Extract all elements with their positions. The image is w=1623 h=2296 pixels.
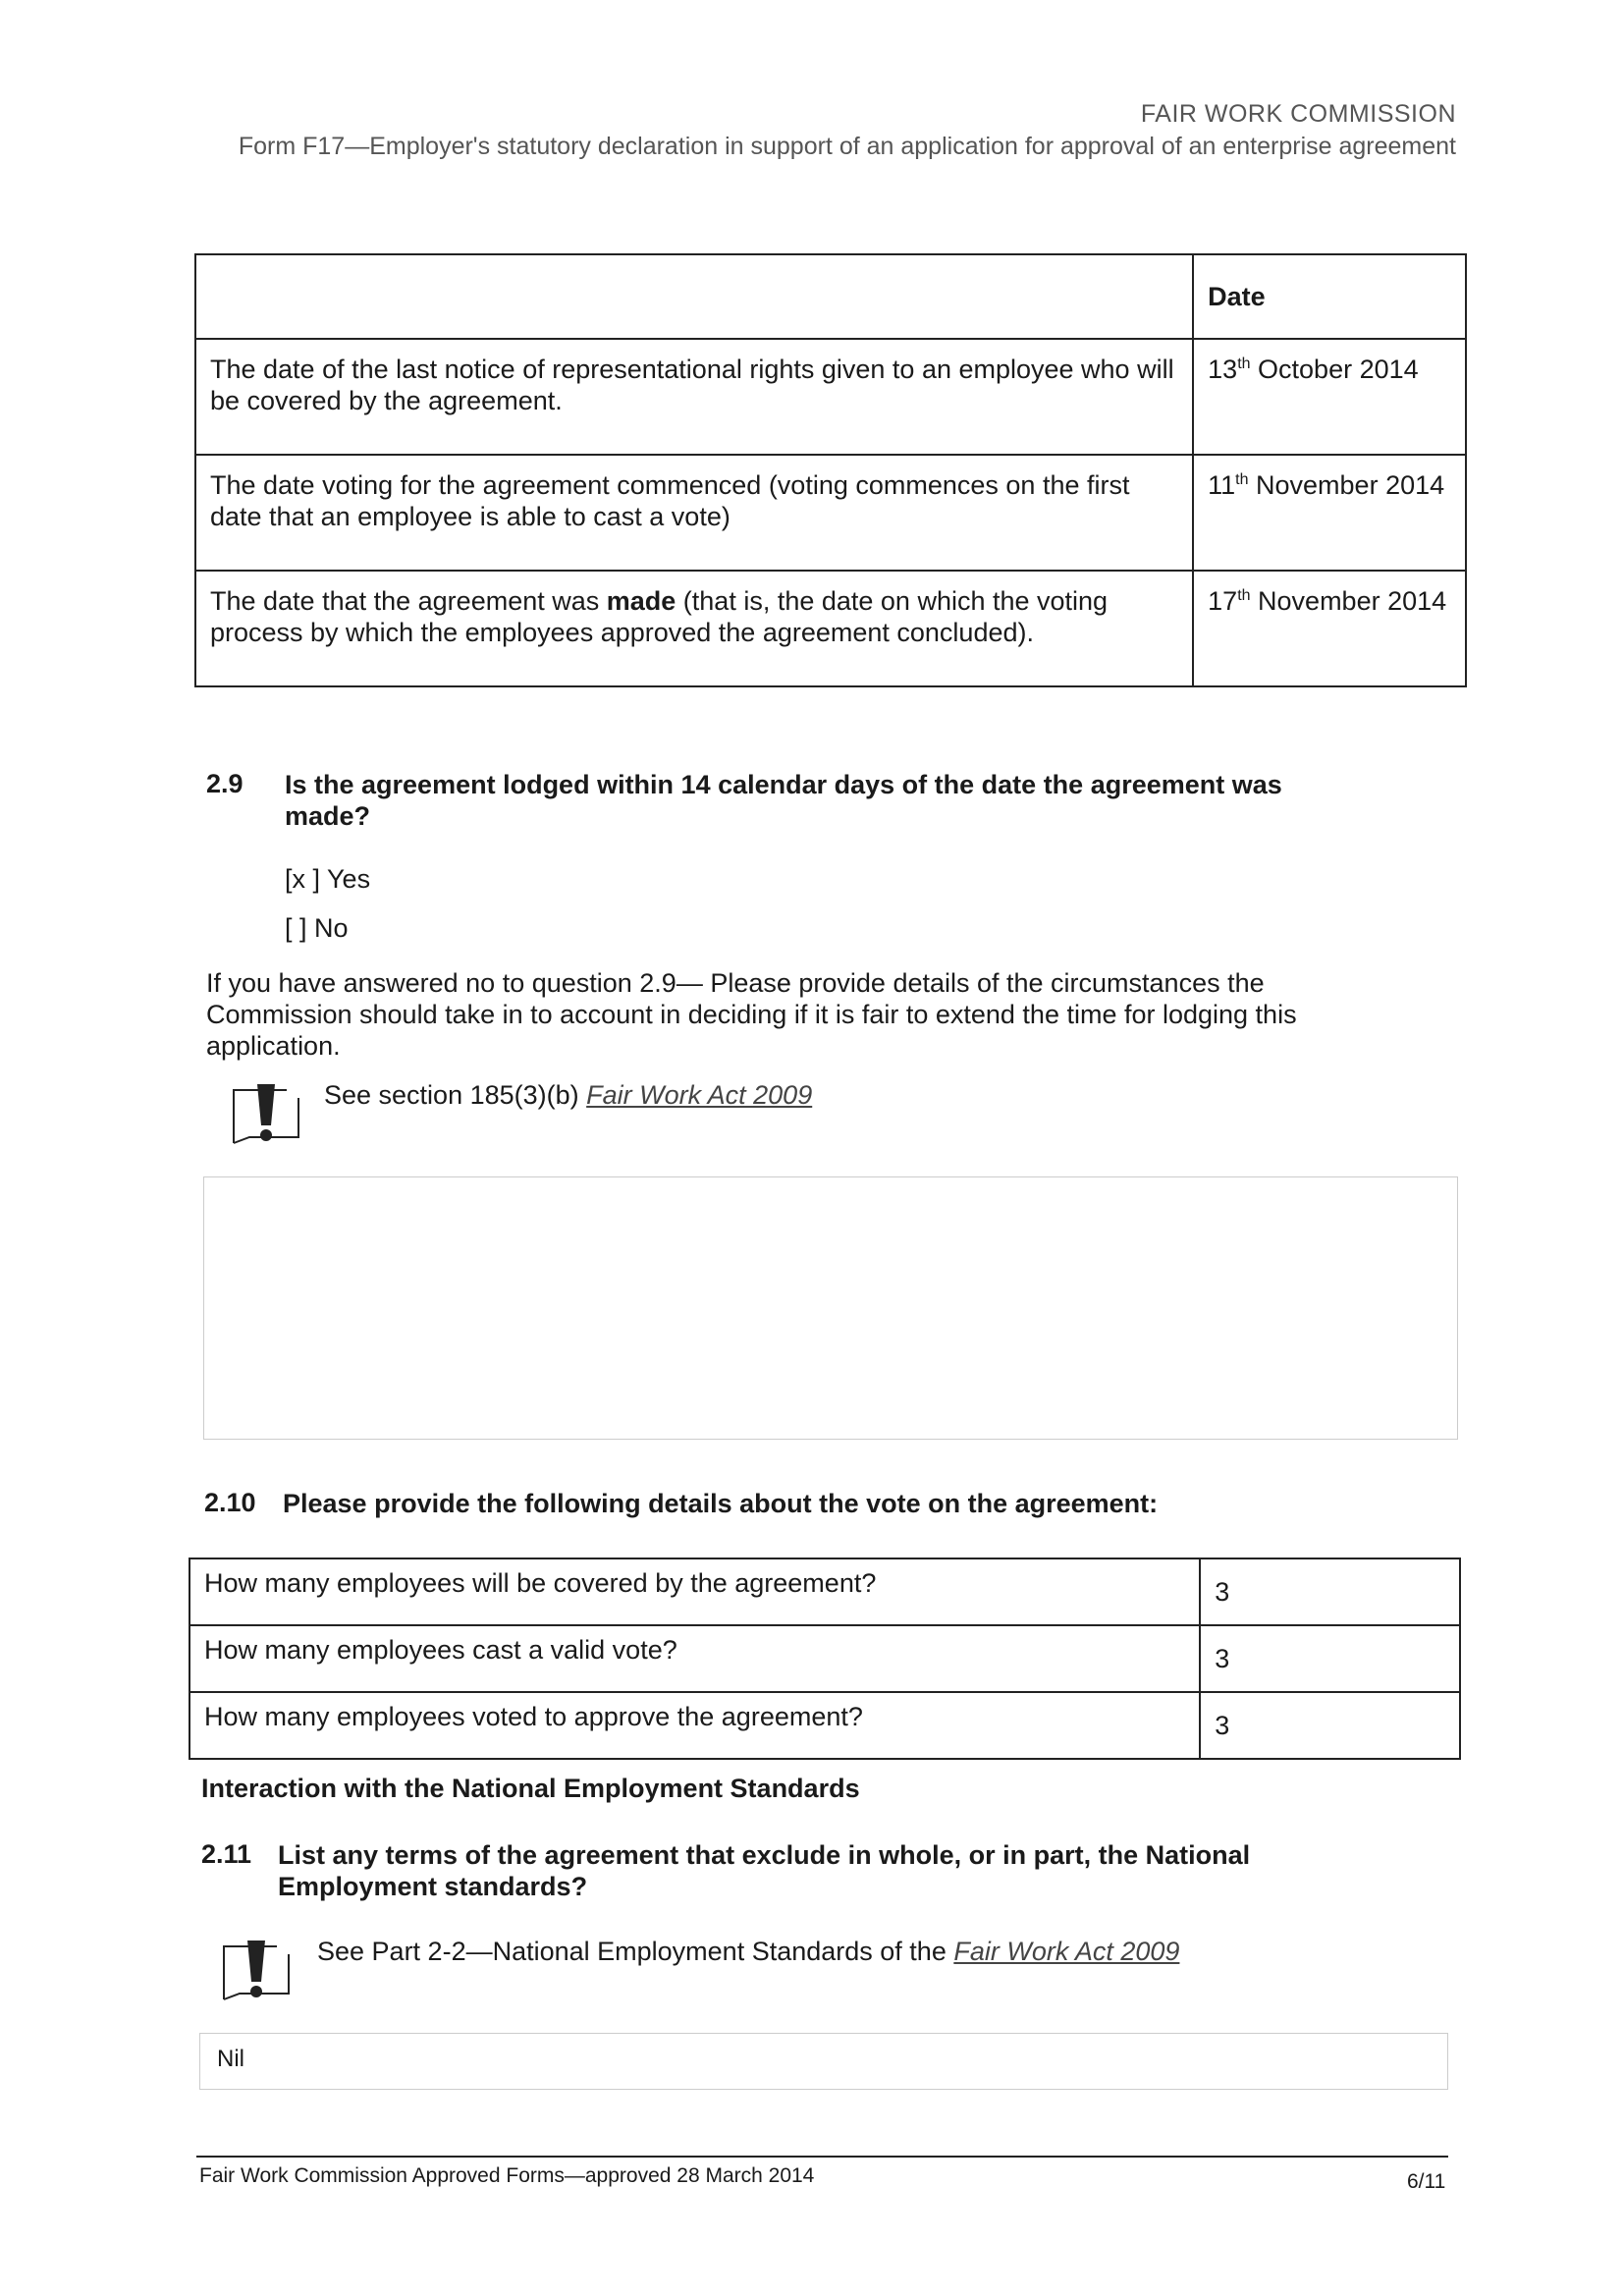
vote-row-label: How many employees will be covered by the agreement?	[189, 1558, 1200, 1625]
option-no[interactable]: [ ] No	[285, 913, 349, 943]
vote-row-value: 3	[1200, 1558, 1460, 1625]
dates-row-label: The date of the last notice of representational rights given to an employee who will be covered by the agreement.	[195, 339, 1193, 455]
table-row	[195, 571, 1466, 686]
nes-exclusions-answer: Nil	[217, 2046, 244, 2072]
option-yes[interactable]: [x ] Yes	[285, 864, 371, 894]
vote-row-value: 3	[1200, 1692, 1460, 1759]
extension-details-box[interactable]	[203, 1176, 1458, 1440]
dates-row-value: 11th November 2014	[1193, 455, 1466, 571]
question-number: 2.11	[201, 1839, 252, 1869]
vote-row-value: 3	[1200, 1625, 1460, 1692]
instruction-text: If you have answered no to question 2.9— Please provide details of the circumstances the Commission should take in to account in deciding if it is fair to extend the time for lodging this application.	[206, 968, 1297, 1061]
table-row	[195, 339, 1466, 455]
question-text: Please provide the following details about the vote on the agreement:	[283, 1489, 1159, 1518]
header-form-title: Form F17—Employer's statutory declaration in support of an application for approval of an enterprise agreement	[238, 133, 1456, 160]
vote-row-label: How many employees cast a valid vote?	[189, 1625, 1200, 1692]
dates-table-column-header: Date	[1193, 254, 1466, 339]
footer-divider	[196, 2156, 1448, 2158]
dates-row-value: 17th November 2014	[1193, 571, 1466, 686]
dates-table	[194, 253, 1467, 687]
dates-row-label: The date voting for the agreement commenced (voting commences on the first date that an employee is able to cast a vote)	[195, 455, 1193, 571]
warning-icon	[228, 1078, 304, 1149]
dates-row-label: The date that the agreement was made (that is, the date on which the voting process by which the employees approved the agreement concluded).	[195, 571, 1193, 686]
dates-table-header-row	[195, 254, 1466, 339]
table-row	[195, 455, 1466, 571]
header-organisation: FAIR WORK COMMISSION	[1140, 100, 1456, 128]
nes-exclusions-box[interactable]	[199, 2033, 1448, 2090]
act-link[interactable]: Fair Work Act 2009	[953, 1937, 1180, 1966]
footer-text: Fair Work Commission Approved Forms—approved 28 March 2014	[199, 2164, 815, 2187]
vote-row-label: How many employees voted to approve the agreement?	[189, 1692, 1200, 1759]
vote-table	[189, 1558, 1461, 1760]
table-row	[189, 1692, 1460, 1759]
question-number: 2.10	[204, 1488, 256, 1517]
section-heading: Interaction with the National Employment Standards	[201, 1774, 860, 1803]
question-number: 2.9	[206, 769, 243, 798]
table-row	[189, 1558, 1460, 1625]
dates-table-blank-header	[195, 254, 1193, 339]
dates-row-value: 13th October 2014	[1193, 339, 1466, 455]
question-text: List any terms of the agreement that exclude in whole, or in part, the National Employment standards?	[278, 1840, 1251, 1901]
table-row	[189, 1625, 1460, 1692]
warning-icon	[218, 1935, 295, 2005]
reference-text: See section 185(3)(b) Fair Work Act 2009	[324, 1080, 813, 1110]
question-text: Is the agreement lodged within 14 calendar days of the date the agreement was made?	[285, 770, 1282, 831]
act-link[interactable]: Fair Work Act 2009	[586, 1080, 813, 1110]
reference-text: See Part 2-2—National Employment Standards of the Fair Work Act 2009	[317, 1937, 1180, 1966]
page-number: 6/11	[1407, 2170, 1446, 2193]
